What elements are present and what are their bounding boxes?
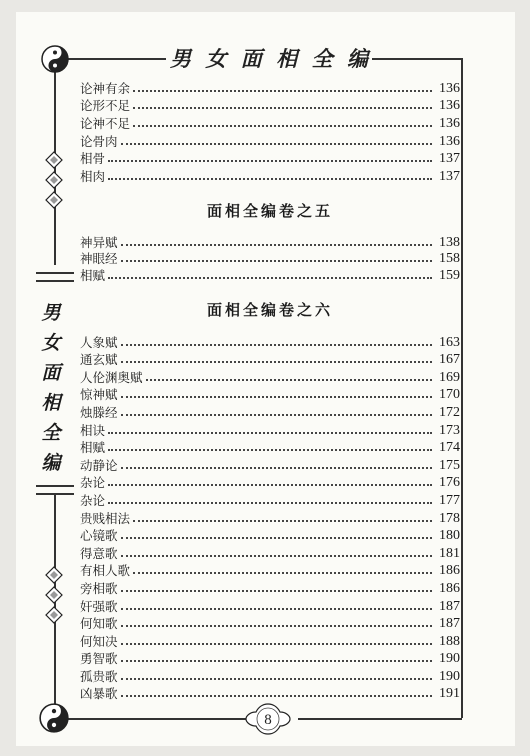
toc-entry-page: 178 xyxy=(439,510,460,526)
toc-entry-page: 136 xyxy=(439,133,460,149)
bottom-border-line-right xyxy=(298,718,462,720)
toc-entry xyxy=(80,333,460,351)
toc-entry-title: 相肉 xyxy=(80,169,106,185)
toc-entry-title: 凶暴歌 xyxy=(80,686,118,702)
toc-entry-title: 杂论 xyxy=(80,492,106,508)
toc-entry-title: 神异赋 xyxy=(80,234,118,250)
dot-leader xyxy=(108,159,432,162)
toc-entry-title: 相赋 xyxy=(80,440,106,456)
toc-entry xyxy=(80,491,460,509)
top-border-line xyxy=(68,58,166,60)
dot-leader xyxy=(121,243,432,246)
toc-entry-page: 175 xyxy=(439,457,460,473)
toc-entry xyxy=(80,562,460,580)
side-title-char: 编 xyxy=(41,452,61,474)
toc-entry-page: 174 xyxy=(439,440,460,456)
toc-entry xyxy=(80,632,460,650)
dot-leader xyxy=(146,378,432,381)
toc-entry-title: 论神不足 xyxy=(80,116,131,132)
dot-leader xyxy=(121,607,432,610)
toc-entry-page: 177 xyxy=(439,492,460,508)
dot-leader xyxy=(121,536,432,539)
toc-entry-page: 159 xyxy=(439,267,460,283)
toc-entry-page: 187 xyxy=(439,598,460,614)
toc-entry xyxy=(80,114,460,132)
header-char: 相 xyxy=(276,46,300,71)
header-char: 女 xyxy=(205,46,229,71)
side-title-bar-bottom-1 xyxy=(36,485,74,487)
dot-leader xyxy=(133,571,432,574)
side-title-char: 男 xyxy=(41,302,61,324)
header-char: 面 xyxy=(240,46,264,71)
dot-leader xyxy=(121,360,432,363)
section-heading-5: 面相全编卷之五 xyxy=(206,202,333,220)
toc-entry-title: 人象赋 xyxy=(80,334,118,350)
diamond-ornament-icon-lower xyxy=(42,565,66,625)
toc-entry-title: 勇智歌 xyxy=(80,651,118,667)
toc-entry xyxy=(80,351,460,369)
toc-entry xyxy=(80,403,460,421)
toc-entry-page: 180 xyxy=(439,528,460,544)
dot-leader xyxy=(121,259,432,262)
toc-entry-page: 163 xyxy=(439,334,460,350)
toc-entry-page: 176 xyxy=(439,475,460,491)
header-title xyxy=(170,45,370,71)
toc-list-top xyxy=(80,79,460,185)
dot-leader xyxy=(121,413,432,416)
toc-entry xyxy=(80,579,460,597)
toc-entry-title: 烛滕经 xyxy=(80,404,118,420)
toc-entry-title: 心镜歌 xyxy=(80,528,118,544)
toc-entry-page: 169 xyxy=(439,369,460,385)
dot-leader xyxy=(108,431,432,434)
toc-entry-title: 神眼经 xyxy=(80,251,118,266)
side-title-char: 女 xyxy=(41,332,61,354)
toc-entry-title: 得意歌 xyxy=(80,545,118,561)
dot-leader xyxy=(121,624,432,627)
toc-entry-title: 奸强歌 xyxy=(80,598,118,614)
toc-entry-title: 通玄赋 xyxy=(80,352,118,368)
toc-entry-title: 相骨 xyxy=(80,151,106,167)
toc-entry-title: 杂论 xyxy=(80,475,106,491)
toc-entry-title: 相诀 xyxy=(80,422,106,438)
toc-entry xyxy=(80,421,460,439)
toc-entry-title: 惊神赋 xyxy=(80,387,118,403)
toc-entry-page: 136 xyxy=(439,80,460,96)
toc-entry-page: 170 xyxy=(439,387,460,403)
dot-leader xyxy=(133,89,432,92)
toc-entry xyxy=(80,667,460,685)
toc-entry-page: 136 xyxy=(439,98,460,114)
dot-leader xyxy=(121,694,432,697)
toc-entry-page: 190 xyxy=(439,651,460,667)
toc-entry-title: 何知决 xyxy=(80,633,118,649)
dot-leader xyxy=(121,395,432,398)
dot-leader xyxy=(133,106,432,109)
toc-entry-page: 191 xyxy=(439,686,460,702)
dot-leader xyxy=(121,642,432,645)
dot-leader xyxy=(108,276,432,279)
toc-entry xyxy=(80,456,460,474)
toc-entry-title: 论形不足 xyxy=(80,98,131,114)
toc-entry-title: 论骨肉 xyxy=(80,133,118,149)
page-number: 8 xyxy=(264,712,272,728)
toc-entry-title: 贵贱相法 xyxy=(80,510,131,526)
toc-entry-page: 138 xyxy=(439,234,460,250)
dot-leader xyxy=(121,142,432,145)
toc-list-section-6 xyxy=(80,333,460,702)
section-heading-6: 面相全编卷之六 xyxy=(206,301,333,319)
toc-entry xyxy=(80,685,460,703)
dot-leader xyxy=(121,554,432,557)
toc-entry xyxy=(80,509,460,527)
toc-entry-page: 190 xyxy=(439,668,460,684)
toc-entry xyxy=(80,544,460,562)
toc-entry-title: 旁相歌 xyxy=(80,580,118,596)
diamond-ornament-icon-upper xyxy=(42,150,66,210)
yin-yang-icon-bottom xyxy=(38,702,70,734)
side-title-char: 相 xyxy=(41,392,61,414)
toc-entry-page: 181 xyxy=(439,545,460,561)
bottom-border-line xyxy=(68,718,248,720)
toc-entry xyxy=(80,527,460,545)
toc-entry xyxy=(80,132,460,150)
toc-entry xyxy=(80,615,460,633)
dot-leader xyxy=(121,659,432,662)
dot-leader xyxy=(133,519,432,522)
side-title-bar-top-2 xyxy=(36,280,74,282)
side-title-char: 全 xyxy=(41,422,61,444)
toc-entry-page: 172 xyxy=(439,404,460,420)
side-title-bar-bottom-2 xyxy=(36,493,74,495)
dot-leader xyxy=(108,501,432,504)
dot-leader xyxy=(108,483,432,486)
toc-entry-page: 187 xyxy=(439,616,460,632)
dot-leader xyxy=(121,677,432,680)
toc-entry xyxy=(80,386,460,404)
toc-entry-page: 137 xyxy=(439,151,460,167)
toc-entry xyxy=(80,474,460,492)
toc-entry-page: 167 xyxy=(439,352,460,368)
dot-leader xyxy=(108,177,432,180)
dot-leader xyxy=(121,343,432,346)
dot-leader xyxy=(121,466,432,469)
toc-entry xyxy=(80,650,460,668)
toc-entry-title: 孤贵歌 xyxy=(80,668,118,684)
toc-entry xyxy=(80,267,460,284)
toc-entry-page: 186 xyxy=(439,580,460,596)
toc-entry xyxy=(80,597,460,615)
toc-entry-page: 137 xyxy=(439,169,460,185)
toc-entry-title: 有相人歌 xyxy=(80,563,131,579)
toc-entry-page: 136 xyxy=(439,116,460,132)
toc-entry-title: 动静论 xyxy=(80,457,118,473)
dot-leader xyxy=(121,589,432,592)
toc-entry-page: 173 xyxy=(439,422,460,438)
toc-entry-page: 186 xyxy=(439,563,460,579)
toc-entry-title: 何知歌 xyxy=(80,616,118,632)
dot-leader xyxy=(108,448,432,451)
toc-entry-title: 论神有余 xyxy=(80,80,131,96)
yin-yang-icon-top xyxy=(40,44,70,74)
toc-entry xyxy=(80,368,460,386)
top-border-line-right xyxy=(372,58,462,60)
side-title-bar-top-1 xyxy=(36,272,74,274)
toc-entry-title: 相赋 xyxy=(80,267,106,283)
side-vertical-title xyxy=(38,298,64,478)
right-border-line xyxy=(461,58,463,718)
header-char: 全 xyxy=(311,46,335,71)
toc-entry-title: 人伦渊奥赋 xyxy=(80,369,143,385)
toc-entry-page: 188 xyxy=(439,633,460,649)
toc-entry xyxy=(80,150,460,168)
side-title-char: 面 xyxy=(41,362,61,384)
toc-entry xyxy=(80,234,460,251)
header-char: 编 xyxy=(346,46,370,71)
toc-entry xyxy=(80,167,460,185)
header-char: 男 xyxy=(170,46,193,71)
dot-leader xyxy=(133,124,432,127)
toc-entry xyxy=(80,79,460,97)
toc-entry xyxy=(80,97,460,115)
toc-entry-page: 158 xyxy=(439,251,460,266)
toc-entry xyxy=(80,439,460,457)
toc-entry xyxy=(80,251,460,268)
toc-list-section-5 xyxy=(80,234,460,284)
